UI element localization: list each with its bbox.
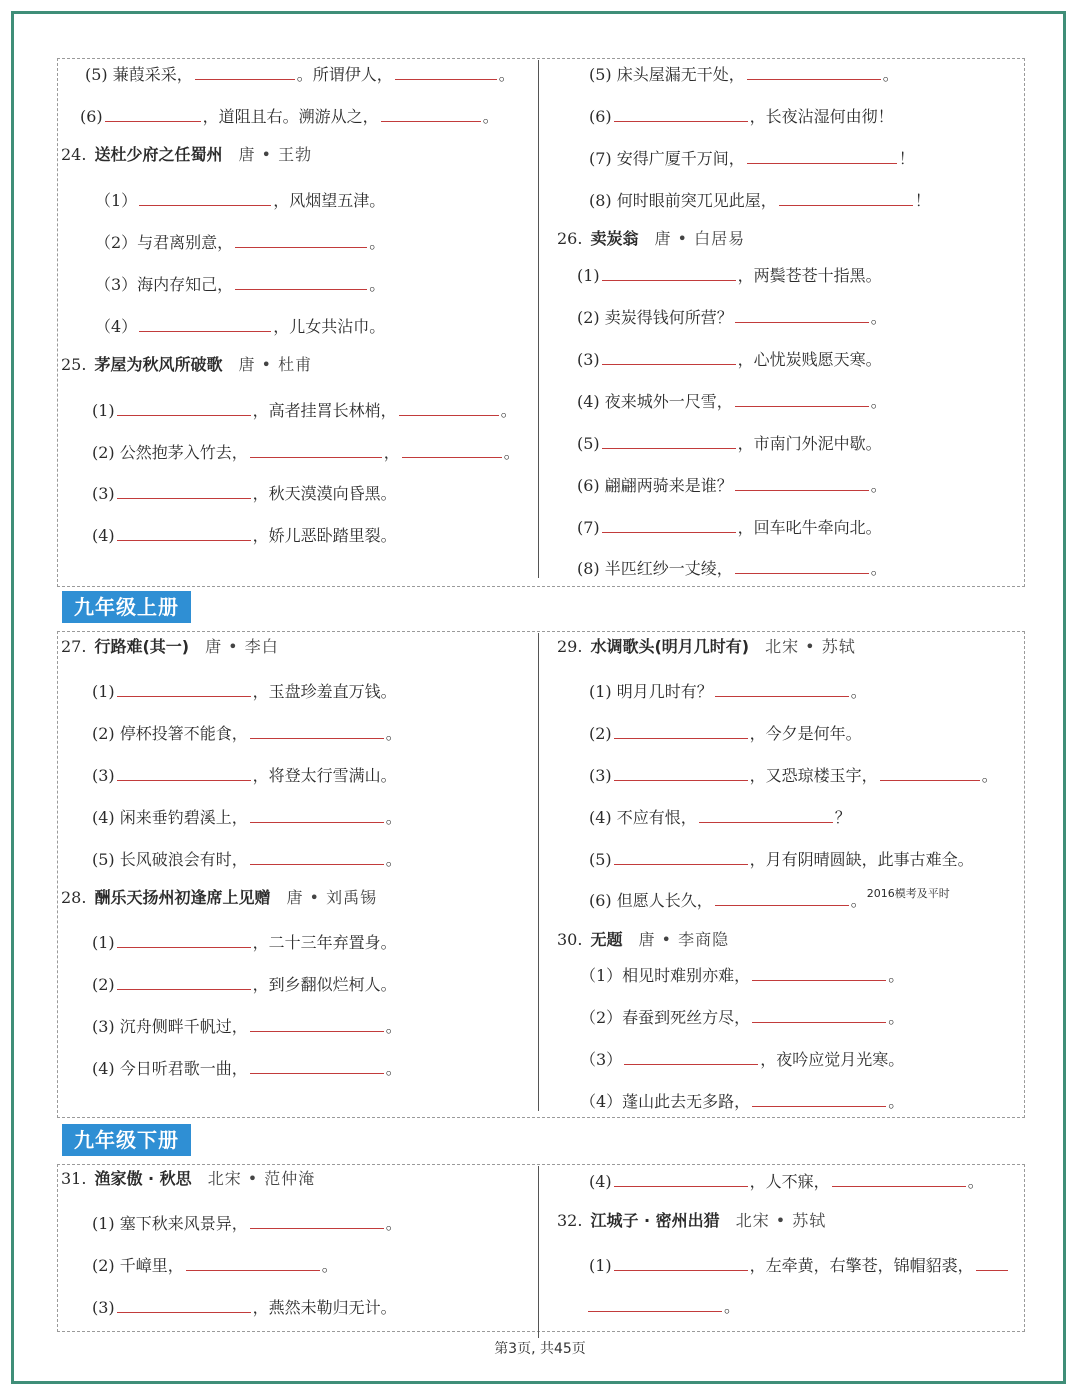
answer-blank[interactable] xyxy=(381,103,481,122)
section-tab-grade9-second: 九年级下册 xyxy=(62,1124,191,1156)
poem29-title: 29. 水调歌头(明月几时有) 北宋 • 苏轼 xyxy=(557,637,856,656)
poem32-title: 32. 江城子 · 密州出猎 北宋 • 苏轼 xyxy=(557,1211,827,1230)
poem26-line-4: (4) 夜来城外一尺雪， 。 xyxy=(577,388,887,410)
answer-blank[interactable] xyxy=(602,430,736,449)
column-divider-2 xyxy=(538,633,539,1111)
answer-blank[interactable] xyxy=(250,1055,384,1074)
poem27-line-5: (5) 长风破浪会有时， 。 xyxy=(92,846,402,868)
poem25-line-7: (7) 安得广厦千万间， ！ xyxy=(589,145,915,167)
section-tab-grade9-first: 九年级上册 xyxy=(62,591,191,623)
poem31-line-1: (1) 塞下秋来风景异， 。 xyxy=(92,1210,402,1232)
poem25-line-4: (4) ，娇儿恶卧踏里裂。 xyxy=(92,522,397,544)
poem29-line-6: (6) 但愿人长久， 。$^{2016模考及平时}$ xyxy=(589,887,950,910)
answer-blank[interactable] xyxy=(735,304,869,323)
answer-blank[interactable] xyxy=(395,61,497,80)
answer-blank[interactable] xyxy=(752,962,886,981)
poem29-line-5: (5) ，月有阴晴圆缺，此事古难全。 xyxy=(589,846,974,868)
answer-blank[interactable] xyxy=(747,61,881,80)
poem27-line-3: (3) ，将登太行雪满山。 xyxy=(92,762,397,784)
exam-note: 2016模考及平时 xyxy=(866,887,950,900)
poem24-line-4: （4） ，儿女共沾巾。 xyxy=(95,313,385,335)
answer-blank[interactable] xyxy=(117,678,251,697)
column-divider-3 xyxy=(538,1166,539,1338)
poem26-line-5: (5) ，市南门外泥中歇。 xyxy=(577,430,882,452)
poem23-line-5: (5) 蒹葭采采， 。所谓伊人， 。 xyxy=(85,61,515,83)
answer-blank[interactable] xyxy=(602,262,736,281)
answer-blank[interactable] xyxy=(588,1293,722,1312)
answer-blank[interactable] xyxy=(399,397,499,416)
poem24-line-1: （1） ，风烟望五津。 xyxy=(95,187,385,209)
poem26-title: 26. 卖炭翁 唐 • 白居易 xyxy=(557,229,746,248)
answer-blank[interactable] xyxy=(250,846,384,865)
poem25-line-3: (3) ，秋天漠漠向昏黑。 xyxy=(92,480,397,502)
answer-blank[interactable] xyxy=(614,1168,748,1187)
answer-blank[interactable] xyxy=(117,971,251,990)
poem29-line-4: (4) 不应有恨， ？ xyxy=(589,804,851,826)
poem26-line-7: (7) ，回车叱牛牵向北。 xyxy=(577,514,882,536)
poem24-line-2: （2）与君离别意， 。 xyxy=(95,229,385,251)
answer-blank[interactable] xyxy=(117,397,251,416)
answer-blank[interactable] xyxy=(735,388,869,407)
poem29-line-2: (2) ，今夕是何年。 xyxy=(589,720,862,742)
answer-blank[interactable] xyxy=(195,61,295,80)
answer-blank[interactable] xyxy=(880,762,980,781)
poem24-line-3: （3）海内存知己， 。 xyxy=(95,271,385,293)
answer-blank[interactable] xyxy=(735,472,869,491)
answer-blank[interactable] xyxy=(117,522,251,541)
poem25-line-2: (2) 公然抱茅入竹去， ， 。 xyxy=(92,439,520,461)
poem32-line-1-cont: 。 xyxy=(586,1293,740,1315)
poem28-title: 28. 酬乐天扬州初逢席上见赠 唐 • 刘禹锡 xyxy=(61,888,378,907)
poem25-title: 25. 茅屋为秋风所破歌 唐 • 杜甫 xyxy=(61,355,313,374)
answer-blank[interactable] xyxy=(117,1294,251,1313)
answer-blank[interactable] xyxy=(779,187,913,206)
poem30-line-2: （2）春蚕到死丝方尽， 。 xyxy=(580,1004,904,1026)
answer-blank[interactable] xyxy=(832,1168,966,1187)
poem29-line-1: (1) 明月几时有？ 。 xyxy=(589,678,867,700)
answer-blank[interactable] xyxy=(235,229,367,248)
answer-blank[interactable] xyxy=(117,762,251,781)
answer-blank[interactable] xyxy=(235,271,367,290)
answer-blank[interactable] xyxy=(117,480,251,499)
poem31-line-2: (2) 千嶂里， 。 xyxy=(92,1252,338,1274)
poem30-title: 30. 无题 唐 • 李商隐 xyxy=(557,930,730,949)
poem25-line-8: (8) 何时眼前突兀见此屋， ！ xyxy=(589,187,931,209)
poem26-line-8: (8) 半匹红纱一丈绫， 。 xyxy=(577,555,887,577)
answer-blank[interactable] xyxy=(624,1046,758,1065)
answer-blank[interactable] xyxy=(250,804,384,823)
poem25-line-5: (5) 床头屋漏无干处， 。 xyxy=(589,61,899,83)
answer-blank[interactable] xyxy=(250,720,384,739)
answer-blank[interactable] xyxy=(186,1252,320,1271)
poem27-line-4: (4) 闲来垂钓碧溪上， 。 xyxy=(92,804,402,826)
answer-blank[interactable] xyxy=(752,1088,886,1107)
answer-blank[interactable] xyxy=(117,929,251,948)
poem27-line-2: (2) 停杯投箸不能食， 。 xyxy=(92,720,402,742)
column-divider-1 xyxy=(538,60,539,578)
answer-blank[interactable] xyxy=(735,555,869,574)
answer-blank[interactable] xyxy=(139,313,271,332)
answer-blank[interactable] xyxy=(602,514,736,533)
answer-blank[interactable] xyxy=(139,187,271,206)
poem31-title: 31. 渔家傲 · 秋思 北宋 • 范仲淹 xyxy=(61,1169,316,1188)
answer-blank[interactable] xyxy=(250,439,382,458)
poem32-line-1: (1) ，左牵黄，右擎苍，锦帽貂裘， xyxy=(589,1252,1010,1274)
page-number: 第3页, 共45页 xyxy=(494,1341,586,1357)
poem28-line-2: (2) ，到乡翻似烂柯人。 xyxy=(92,971,397,993)
poem26-line-6: (6) 翩翩两骑来是谁？ 。 xyxy=(577,472,887,494)
answer-blank[interactable] xyxy=(699,804,833,823)
poem30-line-4: （4）蓬山此去无多路， 。 xyxy=(580,1088,904,1110)
poem26-line-3: (3) ，心忧炭贱愿天寒。 xyxy=(577,346,882,368)
poem24-title: 24. 送杜少府之任蜀州 唐 • 王勃 xyxy=(61,145,313,164)
answer-blank[interactable] xyxy=(105,103,201,122)
section-box-2 xyxy=(57,631,1025,1118)
poem26-line-2: (2) 卖炭得钱何所营？ 。 xyxy=(577,304,887,326)
poem28-line-3: (3) 沉舟侧畔千帆过， 。 xyxy=(92,1013,402,1035)
poem27-line-1: (1) ，玉盘珍羞直万钱。 xyxy=(92,678,397,700)
poem28-line-4: (4) 今日听君歌一曲， 。 xyxy=(92,1055,402,1077)
poem31-line-3: (3) ，燕然未勒归无计。 xyxy=(92,1294,397,1316)
answer-blank[interactable] xyxy=(614,103,748,122)
answer-blank[interactable] xyxy=(402,439,502,458)
answer-blank[interactable] xyxy=(602,346,736,365)
answer-blank[interactable] xyxy=(614,762,748,781)
poem23-line-6: (6) ，道阻且右。溯游从之， 。 xyxy=(80,103,499,125)
poem30-line-1: （1）相见时难别亦难， 。 xyxy=(580,962,904,984)
answer-blank[interactable] xyxy=(752,1004,886,1023)
answer-blank[interactable] xyxy=(715,887,849,906)
poem25-line-6: (6) ，长夜沾湿何由彻！ xyxy=(589,103,894,125)
answer-blank[interactable] xyxy=(250,1013,384,1032)
poem29-line-3: (3) ，又恐琼楼玉宇， 。 xyxy=(589,762,998,784)
poem30-line-3: （3） ，夜吟应觉月光寒。 xyxy=(580,1046,904,1068)
answer-blank[interactable] xyxy=(614,720,748,739)
poem31-line-4: (4) ，人不寐， 。 xyxy=(589,1168,984,1190)
answer-blank[interactable] xyxy=(614,1252,748,1271)
answer-blank[interactable] xyxy=(976,1252,1008,1271)
answer-blank[interactable] xyxy=(250,1210,384,1229)
poem26-line-1: (1) ，两鬓苍苍十指黑。 xyxy=(577,262,882,284)
poem27-title: 27. 行路难(其一) 唐 • 李白 xyxy=(61,637,279,656)
poem25-line-1: (1) ，高者挂罥长林梢， 。 xyxy=(92,397,517,419)
poem28-line-1: (1) ，二十三年弃置身。 xyxy=(92,929,397,951)
answer-blank[interactable] xyxy=(715,678,849,697)
answer-blank[interactable] xyxy=(747,145,897,164)
answer-blank[interactable] xyxy=(614,846,748,865)
